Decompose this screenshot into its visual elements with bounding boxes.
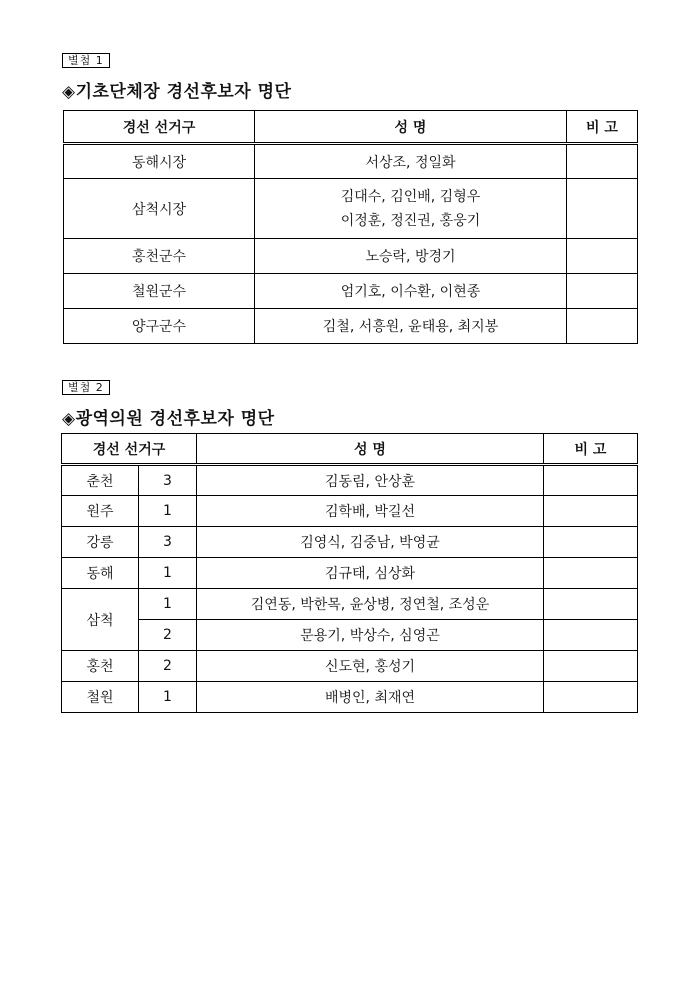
table-row bbox=[64, 144, 638, 179]
area-cell: 동해 bbox=[62, 558, 139, 589]
note-cell bbox=[567, 144, 638, 179]
district-number-cell: 1 bbox=[139, 496, 197, 527]
table-row bbox=[64, 274, 638, 309]
district-cell: 동해시장 bbox=[64, 144, 255, 179]
names-line: 김대수, 김인배, 김형우 bbox=[340, 188, 481, 205]
district-cell: 철원군수 bbox=[64, 274, 255, 309]
names-cell: 문용기, 박상수, 심영곤 bbox=[197, 620, 544, 651]
note-cell bbox=[544, 589, 638, 620]
district-number-cell: 3 bbox=[139, 465, 197, 496]
names-cell: 김연동, 박한목, 윤상병, 정연철, 조성운 bbox=[197, 589, 544, 620]
names-cell: 배병인, 최재연 bbox=[197, 682, 544, 713]
names-cell: 신도현, 홍성기 bbox=[197, 651, 544, 682]
district-number-cell: 1 bbox=[139, 558, 197, 589]
table-row bbox=[64, 239, 638, 274]
table-row bbox=[62, 651, 638, 682]
names-cell: 김철, 서흥원, 윤태용, 최지봉 bbox=[255, 309, 567, 344]
note-cell bbox=[567, 239, 638, 274]
annex1-title: ◈기초단체장 경선후보자 명단 bbox=[62, 82, 292, 102]
header-district: 경선 선거구 bbox=[62, 434, 197, 465]
header-names: 성 명 bbox=[255, 111, 567, 144]
annex2-tag: 별첨 2 bbox=[62, 380, 110, 395]
names-cell: 서상조, 정일화 bbox=[255, 144, 567, 179]
table-row bbox=[62, 682, 638, 713]
names-cell: 노승락, 방경기 bbox=[255, 239, 567, 274]
area-cell: 철원 bbox=[62, 682, 139, 713]
table-row bbox=[64, 309, 638, 344]
district-number-cell: 2 bbox=[139, 620, 197, 651]
note-cell bbox=[544, 620, 638, 651]
annex1-tag: 별첨 1 bbox=[62, 53, 110, 68]
header-names: 성 명 bbox=[197, 434, 544, 465]
note-cell bbox=[567, 309, 638, 344]
district-number-cell: 1 bbox=[139, 589, 197, 620]
table-row bbox=[62, 589, 638, 620]
note-cell bbox=[544, 496, 638, 527]
area-cell: 춘천 bbox=[62, 465, 139, 496]
table-row bbox=[64, 179, 638, 239]
annex2-title: ◈광역의원 경선후보자 명단 bbox=[62, 409, 275, 429]
table-row bbox=[62, 527, 638, 558]
table-row bbox=[62, 496, 638, 527]
district-cell: 홍천군수 bbox=[64, 239, 255, 274]
header-note: 비 고 bbox=[567, 111, 638, 144]
district-number-cell: 1 bbox=[139, 682, 197, 713]
table-row bbox=[62, 558, 638, 589]
names-cell: 김규태, 심상화 bbox=[197, 558, 544, 589]
area-cell: 홍천 bbox=[62, 651, 139, 682]
names-cell bbox=[255, 179, 567, 239]
note-cell bbox=[544, 651, 638, 682]
names-cell: 김학배, 박길선 bbox=[197, 496, 544, 527]
note-cell bbox=[567, 179, 638, 239]
area-cell: 삼척 bbox=[62, 589, 139, 651]
district-cell: 양구군수 bbox=[64, 309, 255, 344]
note-cell bbox=[544, 558, 638, 589]
district-number-cell: 2 bbox=[139, 651, 197, 682]
district-number-cell: 3 bbox=[139, 527, 197, 558]
note-cell bbox=[544, 465, 638, 496]
annex2-table bbox=[61, 433, 638, 713]
table-row bbox=[62, 620, 638, 651]
district-cell: 삼척시장 bbox=[64, 179, 255, 239]
names-cell: 엄기호, 이수환, 이현종 bbox=[255, 274, 567, 309]
names-line: 이정훈, 정진권, 홍웅기 bbox=[340, 212, 481, 229]
area-cell: 강릉 bbox=[62, 527, 139, 558]
annex1-table bbox=[63, 110, 638, 344]
header-note: 비 고 bbox=[544, 434, 638, 465]
note-cell bbox=[544, 527, 638, 558]
area-cell: 원주 bbox=[62, 496, 139, 527]
note-cell bbox=[544, 682, 638, 713]
table-row bbox=[62, 465, 638, 496]
note-cell bbox=[567, 274, 638, 309]
names-cell: 김영식, 김중남, 박영균 bbox=[197, 527, 544, 558]
names-cell: 김동림, 안상훈 bbox=[197, 465, 544, 496]
header-district: 경선 선거구 bbox=[64, 111, 255, 144]
